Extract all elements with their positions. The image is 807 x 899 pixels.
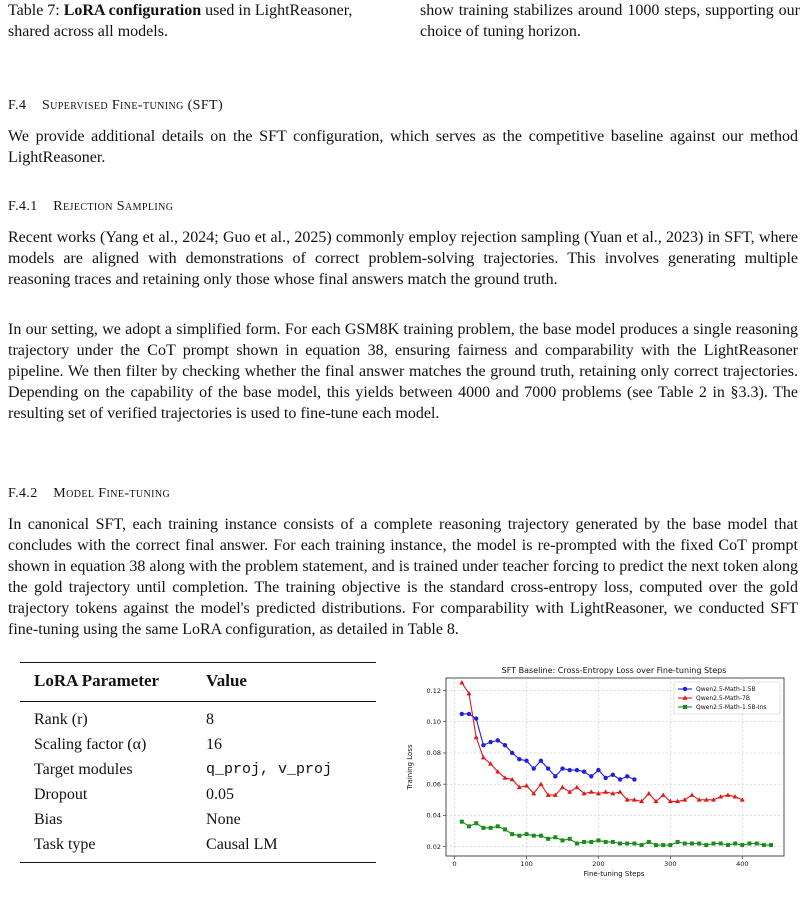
x-tick-label: 0 [452,860,457,868]
data-point [517,757,521,761]
data-point [632,777,636,781]
data-point [719,842,723,846]
data-point [488,740,492,744]
data-point [611,840,615,844]
table-row [20,732,376,757]
table-cell: Scaling factor (α) [34,736,147,753]
data-point [517,834,521,838]
table-row [20,702,376,733]
data-point [481,743,485,747]
data-point [489,826,493,830]
table-row [20,782,376,807]
x-axis-label: Fine-tuning Steps [583,870,645,878]
data-point [575,842,579,846]
section-f41-title: Rejection Sampling [53,199,174,214]
table-cell: 8 [206,711,215,728]
right-column-caption: show training stabilizes around 1000 steps, supporting our choice of tuning horizon. [420,2,800,40]
data-point [460,712,464,716]
data-point [503,743,507,747]
data-point [640,843,644,847]
table-cell: 16 [206,736,223,753]
data-point [712,842,716,846]
data-point [647,840,651,844]
data-point [661,843,665,847]
data-point [546,837,550,841]
data-point [553,774,557,778]
data-point [561,838,565,842]
section-f42-title: Model Fine-tuning [53,486,171,501]
data-point [690,842,694,846]
legend-label: Qwen2.5-Math-1.5B-Ins [696,704,767,712]
data-point [474,821,478,825]
table-row [20,807,376,832]
table-cell: Rank (r) [34,711,88,728]
y-tick-label: 0.06 [426,780,441,789]
data-point [575,768,579,772]
section-f41-paragraph-2: In our setting, we adopt a simplified form. For each GSM8K training problem, the base model produces a single reasoning trajectory under the CoT prompt shown in equation 38, ensuring fairness and comparability with the LightReasoner pipeline. We then filter by checking whether the final answer matches the ground truth, retaining only correct trajectories. Depending on the capability of the base model, this yields between 4000 and 7000 problems (see Table 2 in §3.3). The resulting set of verified trajectories is used to fine-tune each model. [8,321,798,422]
section-f42-heading [8,486,170,502]
data-point [676,840,680,844]
data-point [510,832,514,836]
x-tick-label: 400 [736,860,749,868]
data-point [740,843,744,847]
data-point [582,769,586,773]
table-cell: Target modules [34,761,133,778]
x-tick-label: 200 [592,860,605,868]
chart-legend [674,682,780,714]
data-point [726,843,730,847]
data-point [496,738,500,742]
table-cell: Causal LM [206,836,278,853]
table-cell: Bias [34,811,63,828]
lora-table-container [20,662,376,863]
section-f41-paragraph-1: Recent works (Yang et al., 2024; Guo et al., 2025) commonly employ rejection sampling (Yuan et al., 2023) in SFT, where models are aligned with demonstrations of correct problem-solving trajectories. This involves generating multiple reasoning traces and retaining only those whose final answers match the ground truth. [8,229,798,288]
data-point [762,843,766,847]
data-point [733,842,737,846]
section-f42-number: F.4.2 [8,486,38,501]
data-point [481,826,485,830]
table-cell: 0.05 [206,786,235,803]
legend-label: Qwen2.5-Math-7B [696,695,750,703]
y-axis-label: Training Loss [406,744,414,790]
data-point [596,838,600,842]
data-point [539,759,543,763]
data-point [467,712,471,716]
data-point [568,837,572,841]
sft-loss-chart [398,664,790,882]
data-point [625,774,629,778]
data-point [611,773,615,777]
section-f4-number: F.4 [8,98,27,113]
data-point [697,842,701,846]
table-cell: q_proj, v_proj [206,761,333,778]
legend-marker [683,687,687,691]
data-point [467,824,471,828]
lora-table-header-row [20,663,376,702]
data-point [496,824,500,828]
data-point [510,751,514,755]
data-point [532,766,536,770]
data-point [560,766,564,770]
data-point [596,768,600,772]
data-point [524,759,528,763]
table-cell: None [206,811,241,828]
x-tick-label: 100 [520,860,533,868]
table7-caption-rest: used in LightReasoner, shared across all models. [8,2,353,40]
data-point [632,842,636,846]
data-point [618,842,622,846]
data-point [769,843,773,847]
data-point [604,840,608,844]
section-f4-title: Supervised Fine-tuning (SFT) [41,98,224,113]
y-tick-label: 0.02 [426,842,441,851]
y-tick-label: 0.10 [426,718,441,727]
data-point [654,843,658,847]
data-point [503,827,507,831]
y-tick-label: 0.12 [426,686,441,695]
data-point [582,840,586,844]
section-f4-heading [8,98,223,114]
section-f4-intro: We provide additional details on the SFT configuration, which serves as the competitive baseline against our method LightReasoner. [8,128,798,166]
data-point [460,820,464,824]
lora-table-header-param: LoRA Parameter [34,671,160,690]
section-f41-heading [8,199,173,215]
data-point [668,843,672,847]
data-point [553,835,557,839]
table7-caption-prefix: Table 7: [8,2,64,19]
data-point [567,768,571,772]
table-cell: Dropout [34,786,88,803]
data-point [589,774,593,778]
data-point [525,832,529,836]
chart-title: SFT Baseline: Cross-Entropy Loss over Fine-tuning Steps [501,666,727,675]
section-f42-paragraph-1: In canonical SFT, each training instance consists of a complete reasoning trajectory generated by the base model that concludes with the correct final answer. For each training instance, the model is re-prompted with the fixed CoT prompt shown in equation 38 along with the problem statement, and is trained under teacher forcing to predict the next token along the gold trajectory until completion. The training objective is the standard cross-entropy loss, computed over the gold trajectory tokens against the model's predicted distributions. For comparability with LightReasoner, we conducted SFT fine-tuning using the same LoRA configuration, as detailed in Table 8. [8,516,798,638]
data-point [532,834,536,838]
legend-marker [683,705,687,709]
y-tick-label: 0.08 [426,749,441,758]
data-point [683,842,687,846]
table7-caption-bold: LoRA configuration [63,2,202,19]
data-point [625,842,629,846]
data-point [474,716,478,720]
data-point [603,776,607,780]
lora-table-header-value: Value [206,671,247,690]
sft-loss-chart-svg [398,664,790,882]
data-point [704,843,708,847]
y-tick-label: 0.04 [426,811,441,820]
data-point [618,777,622,781]
data-point [539,834,543,838]
table-bottom-rule [20,862,376,863]
data-point [589,840,593,844]
table-cell: Task type [34,836,96,853]
table-row [20,832,376,862]
lora-table [20,663,376,862]
data-point [546,766,550,770]
table7-caption [8,0,384,42]
table-row [20,757,376,782]
section-f41-number: F.4.1 [8,199,38,214]
legend-label: Qwen2.5-Math-1.5B [696,686,756,694]
data-point [747,842,751,846]
data-point [755,842,759,846]
x-tick-label: 300 [664,860,677,868]
